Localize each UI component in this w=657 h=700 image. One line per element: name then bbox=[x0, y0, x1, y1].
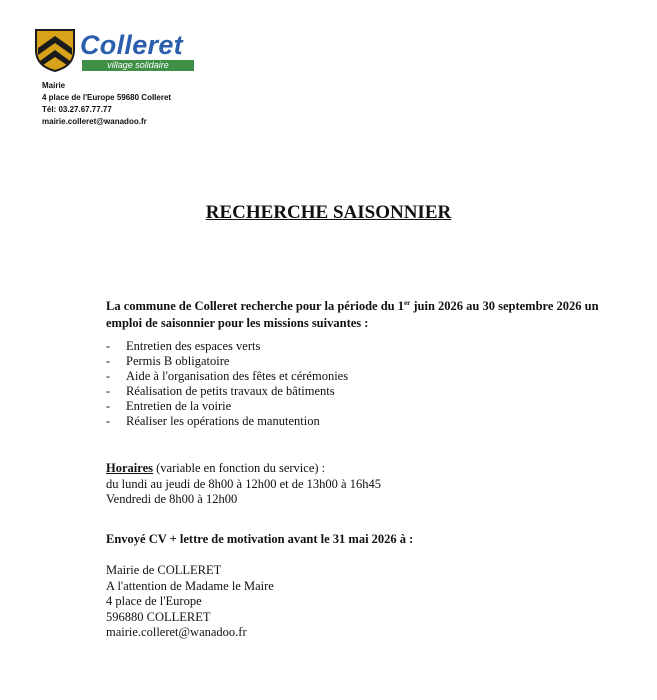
intro-text-start: La commune de Colleret recherche pour la période du 1 bbox=[106, 299, 405, 314]
intro-paragraph bbox=[106, 295, 626, 332]
mission-text: Réaliser les opérations de manutention bbox=[126, 414, 320, 428]
mission-item bbox=[106, 399, 348, 414]
mission-text: Réalisation de petits travaux de bâtiments bbox=[126, 384, 335, 398]
colleret-logo bbox=[34, 28, 196, 74]
intro-superscript: er bbox=[404, 299, 411, 307]
mission-item bbox=[106, 339, 348, 354]
address-line: Mairie de COLLERET bbox=[106, 563, 222, 577]
dash-bullet: - bbox=[106, 384, 111, 398]
hours-note: (variable en fonction du service) : bbox=[152, 461, 326, 475]
logo-tagline: village solidaire bbox=[82, 60, 194, 71]
document-title: RECHERCHE SAISONNIER bbox=[205, 202, 452, 223]
hours-label: Horaires bbox=[106, 461, 153, 475]
sender-block bbox=[42, 80, 171, 128]
mission-text: Permis B obligatoire bbox=[126, 354, 230, 368]
address-line: 4 place de l'Europe bbox=[106, 594, 202, 608]
mission-text: Entretien des espaces verts bbox=[126, 339, 261, 353]
deadline-text: Envoyé CV + lettre de motivation avant le 31 mai 2026 à : bbox=[106, 532, 414, 546]
mission-item bbox=[106, 414, 348, 429]
dash-bullet: - bbox=[106, 369, 111, 383]
dash-bullet: - bbox=[106, 399, 111, 413]
address-line: A l'attention de Madame le Maire bbox=[106, 578, 274, 593]
address-email: mairie.colleret@wanadoo.fr bbox=[106, 625, 247, 639]
intro-text-end: juin 2026 au 30 septembre 2026 un emploi de saisonnier pour les missions suivantes : bbox=[106, 299, 599, 331]
mission-text: Entretien de la voirie bbox=[126, 399, 232, 413]
mission-text: Aide à l'organisation des fêtes et cérémonies bbox=[126, 369, 349, 383]
sender-line: Mairie bbox=[42, 81, 66, 90]
mission-item bbox=[106, 369, 348, 384]
recipient-address bbox=[106, 563, 274, 641]
mission-item bbox=[106, 384, 348, 399]
dash-bullet: - bbox=[106, 339, 111, 353]
address-line: 596880 COLLERET bbox=[106, 609, 211, 624]
missions-list bbox=[106, 339, 348, 429]
sender-line: mairie.colleret@wanadoo.fr bbox=[42, 117, 147, 126]
hours-line: Vendredi de 8h00 à 12h00 bbox=[106, 492, 238, 506]
hours-heading bbox=[106, 461, 381, 477]
dash-bullet: - bbox=[106, 414, 111, 428]
logo-wordmark: Colleret bbox=[80, 30, 183, 60]
dash-bullet: - bbox=[106, 354, 111, 368]
sender-line: 4 place de l'Europe 59680 Colleret bbox=[42, 93, 172, 102]
mission-item bbox=[106, 354, 348, 369]
shield-icon bbox=[34, 28, 76, 72]
hours-block bbox=[106, 461, 381, 508]
sender-line: Tél: 03.27.67.77.77 bbox=[42, 105, 112, 114]
hours-line: du lundi au jeudi de 8h00 à 12h00 et de 13h00 à 16h45 bbox=[106, 476, 381, 491]
